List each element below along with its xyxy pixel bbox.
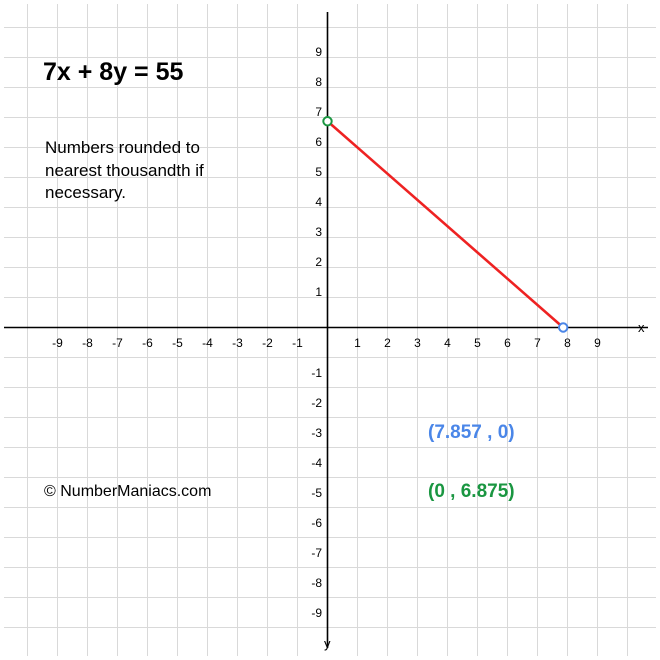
x-tick-label: 9 [594,336,601,350]
copyright-credit: © NumberManiacs.com [44,483,212,500]
y-tick-label: -9 [311,606,322,620]
y-tick-label: 1 [315,285,322,299]
y-tick-label: 3 [315,225,322,239]
y-tick-label: 2 [315,255,322,269]
x-tick-label: 1 [354,336,361,350]
y-tick-label: 7 [315,105,322,119]
x-tick-label: 7 [534,336,541,350]
x-tick-label: 3 [414,336,421,350]
x-tick-label: 5 [474,336,481,350]
x-intercept-marker [559,323,567,331]
y-tick-label: 9 [315,45,322,59]
y-tick-label: 4 [315,195,322,209]
x-tick-label: -2 [262,336,273,350]
x-tick-label: 2 [384,336,391,350]
x-tick-label: 8 [564,336,571,350]
y-tick-label: -6 [311,516,322,530]
y-intercept-label: (0 , 6.875) [428,481,515,502]
y-tick-label: 5 [315,165,322,179]
line-segment [328,121,564,327]
x-tick-label: 4 [444,336,451,350]
x-tick-label: -4 [202,336,213,350]
y-intercept-marker [323,117,331,125]
x-tick-label: -3 [232,336,243,350]
equation-title: 7x + 8y = 55 [43,58,184,86]
x-tick-label: -9 [52,336,63,350]
y-tick-label: -7 [311,546,322,560]
y-tick-label: 8 [315,75,322,89]
y-tick-label: -4 [311,456,322,470]
x-intercept-label: (7.857 , 0) [428,422,515,443]
x-tick-label: -6 [142,336,153,350]
y-tick-label: -2 [311,396,322,410]
y-tick-label: -8 [311,576,322,590]
x-axis-label: x [638,320,645,335]
x-tick-label: 6 [504,336,511,350]
axes [4,12,648,651]
y-tick-label: -3 [311,426,322,440]
rounding-note: Numbers rounded to nearest thousandth if necessary. [45,138,204,203]
y-tick-label: -1 [311,366,322,380]
y-tick-label: 6 [315,135,322,149]
grid-lines [4,4,656,656]
x-tick-label: -1 [292,336,303,350]
y-axis-label: y [324,636,331,651]
x-tick-label: -5 [172,336,183,350]
x-tick-label: -7 [112,336,123,350]
x-tick-label: -8 [82,336,93,350]
y-tick-label: -5 [311,486,322,500]
